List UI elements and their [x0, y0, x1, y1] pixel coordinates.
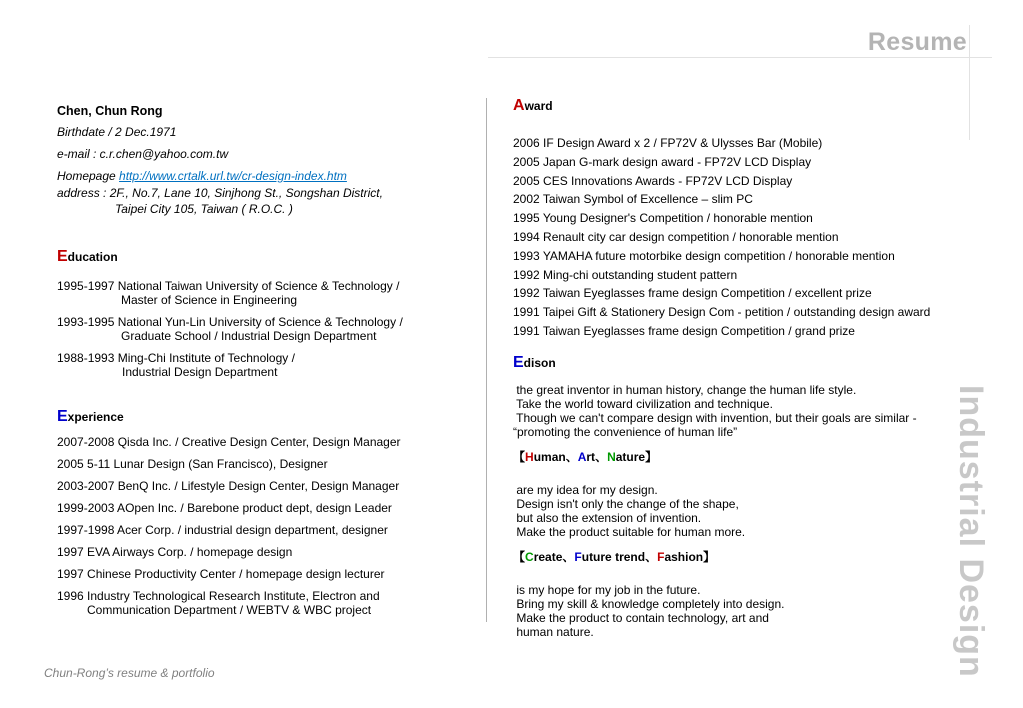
- experience-item: [57, 589, 467, 617]
- address-line-1: address : 2F., No.7, Lane 10, Sinjhong St., Songshan District,: [57, 186, 383, 200]
- experience-item: 1997 Chinese Productivity Center / homepage design lecturer: [57, 567, 385, 581]
- award-list: [513, 134, 983, 341]
- slogan-initial-f: F: [657, 549, 665, 564]
- award-item: 1992 Ming-chi outstanding student pattern: [513, 267, 738, 282]
- slogan-initial-c: C: [525, 549, 534, 564]
- experience-list: [57, 435, 467, 617]
- slogan-separator: 、: [595, 449, 608, 464]
- edison-line: human nature.: [513, 624, 594, 639]
- edison-line: “promoting the convenience of human life”: [513, 424, 738, 439]
- slogan-word: ature: [615, 449, 646, 464]
- slogan-separator: 、: [562, 549, 575, 564]
- address-line-2: Taipei City 105, Taiwan ( R.O.C. ): [115, 202, 293, 216]
- education-item: [57, 315, 467, 343]
- edison-heading-initial: E: [513, 353, 524, 371]
- award-item: 2006 IF Design Award x 2 / FP72V & Ulysses Bar (Mobile): [513, 136, 823, 150]
- experience-item: 1997 EVA Airways Corp. / homepage design: [57, 545, 293, 559]
- profile-birthdate: Birthdate / 2 Dec.1971: [57, 125, 177, 139]
- slogan-word: rt: [586, 449, 596, 464]
- slogan-separator: 、: [565, 449, 578, 464]
- edison-heading: [513, 353, 983, 373]
- education-item: [57, 279, 467, 307]
- award-item: 1991 Taipei Gift & Stationery Design Com - petition / outstanding design award: [513, 305, 931, 320]
- experience-item: 2007-2008 Qisda Inc. / Creative Design Center, Design Manager: [57, 435, 401, 449]
- experience-heading-rest: xperience: [67, 410, 124, 424]
- education-item-line: 1995-1997 National Taiwan University of Science & Technology /: [57, 279, 400, 293]
- header-title: Resume: [867, 28, 967, 56]
- experience-item: 1999-2003 AOpen Inc. / Barebone product dept, design Leader: [57, 501, 392, 515]
- edison-paragraph-3: [513, 583, 983, 639]
- edison-line: Design isn't only the change of the shape,: [513, 496, 739, 511]
- experience-item: 2003-2007 BenQ Inc. / Lifestyle Design Center, Design Manager: [57, 479, 400, 493]
- slogan-initial-n: N: [607, 449, 616, 464]
- award-item: 1992 Taiwan Eyeglasses frame design Competition / excellent prize: [513, 286, 872, 301]
- column-divider: [486, 98, 487, 622]
- slogan-bracket-open: 【: [513, 449, 526, 464]
- profile-email: e-mail : c.r.chen@yahoo.com.tw: [57, 147, 229, 161]
- award-item: 2005 CES Innovations Awards - FP72V LCD Display: [513, 173, 793, 188]
- header-divider: [488, 57, 992, 58]
- slogan-bracket-close: 】: [645, 449, 658, 464]
- profile-homepage: [57, 168, 467, 185]
- education-list: [57, 279, 467, 379]
- slogan-initial-f: F: [574, 549, 582, 564]
- education-heading: [57, 247, 467, 267]
- slogan-word: uture trend: [581, 549, 646, 564]
- education-item-detail: Master of Science in Engineering: [121, 293, 298, 307]
- edison-line: are my idea for my design.: [513, 482, 658, 497]
- slogan-word: ashion: [664, 549, 704, 564]
- right-column: [513, 96, 983, 639]
- award-item: 2002 Taiwan Symbol of Excellence – slim PC: [513, 192, 753, 207]
- award-item: 2005 Japan G-mark design award - FP72V LCD Display: [513, 154, 812, 169]
- experience-heading: [57, 407, 467, 427]
- award-heading-initial: A: [513, 97, 525, 114]
- slogan-create-future-fashion: [513, 549, 983, 565]
- edison-line: Take the world toward civilization and technique.: [513, 396, 773, 411]
- homepage-link[interactable]: http://www.crtalk.url.tw/cr-design-index.htm: [119, 169, 347, 183]
- edison-line: Make the product suitable for human more.: [513, 524, 746, 539]
- edison-paragraph-1: [513, 383, 983, 439]
- experience-item-detail: Communication Department / WEBTV & WBC project: [87, 603, 372, 617]
- award-heading: [513, 96, 983, 116]
- education-item-detail: Graduate School / Industrial Design Department: [121, 329, 377, 343]
- edison-line: the great inventor in human history, change the human life style.: [513, 382, 857, 397]
- profile-name: Chen, Chun Rong: [57, 104, 163, 118]
- profile-address: [57, 185, 467, 217]
- slogan-word: reate: [533, 549, 563, 564]
- award-item: 1995 Young Designer's Competition / honorable mention: [513, 211, 813, 226]
- left-column: [57, 104, 467, 625]
- slogan-bracket-close: 】: [703, 549, 716, 564]
- slogan-separator: 、: [645, 549, 658, 564]
- education-item-line: 1988-1993 Ming-Chi Institute of Technology /: [57, 351, 295, 365]
- slogan-human-art-nature: [513, 449, 983, 465]
- edison-line: is my hope for my job in the future.: [513, 582, 701, 597]
- slogan-initial-a: A: [577, 449, 587, 464]
- award-item: 1994 Renault city car design competition / honorable mention: [513, 229, 839, 244]
- award-item: 1991 Taiwan Eyeglasses frame design Competition / grand prize: [513, 323, 855, 338]
- slogan-bracket-open: 【: [513, 549, 526, 564]
- education-item-line: 1993-1995 National Yun-Lin University of Science & Technology /: [57, 315, 403, 329]
- edison-line: Bring my skill & knowledge completely into design.: [513, 596, 785, 611]
- edison-heading-rest: dison: [523, 355, 556, 370]
- experience-item-line: 1996 Industry Technological Research Institute, Electron and: [57, 589, 380, 603]
- homepage-label: Homepage: [57, 169, 120, 183]
- edison-line: Make the product to contain technology, art and: [513, 610, 769, 625]
- footer-caption: Chun-Rong’s resume & portfolio: [44, 666, 215, 680]
- slogan-word: uman: [533, 449, 566, 464]
- experience-item: 2005 5-11 Lunar Design (San Francisco), Designer: [57, 457, 328, 471]
- education-heading-rest: ducation: [67, 250, 118, 264]
- award-heading-rest: ward: [524, 99, 553, 113]
- side-title: Industrial Design: [952, 385, 990, 678]
- education-item: [57, 351, 467, 379]
- edison-line: Though we can't compare design with invention, but their goals are similar -: [513, 410, 917, 425]
- slogan-initial-h: H: [525, 449, 534, 464]
- award-item: 1993 YAMAHA future motorbike design competition / honorable mention: [513, 248, 895, 263]
- experience-item: 1997-1998 Acer Corp. / industrial design department, designer: [57, 523, 388, 537]
- education-heading-initial: E: [57, 248, 68, 265]
- edison-paragraph-2: [513, 483, 983, 539]
- education-item-detail: Industrial Design Department: [122, 365, 278, 379]
- experience-heading-initial: E: [57, 408, 68, 425]
- edison-line: but also the extension of invention.: [513, 510, 702, 525]
